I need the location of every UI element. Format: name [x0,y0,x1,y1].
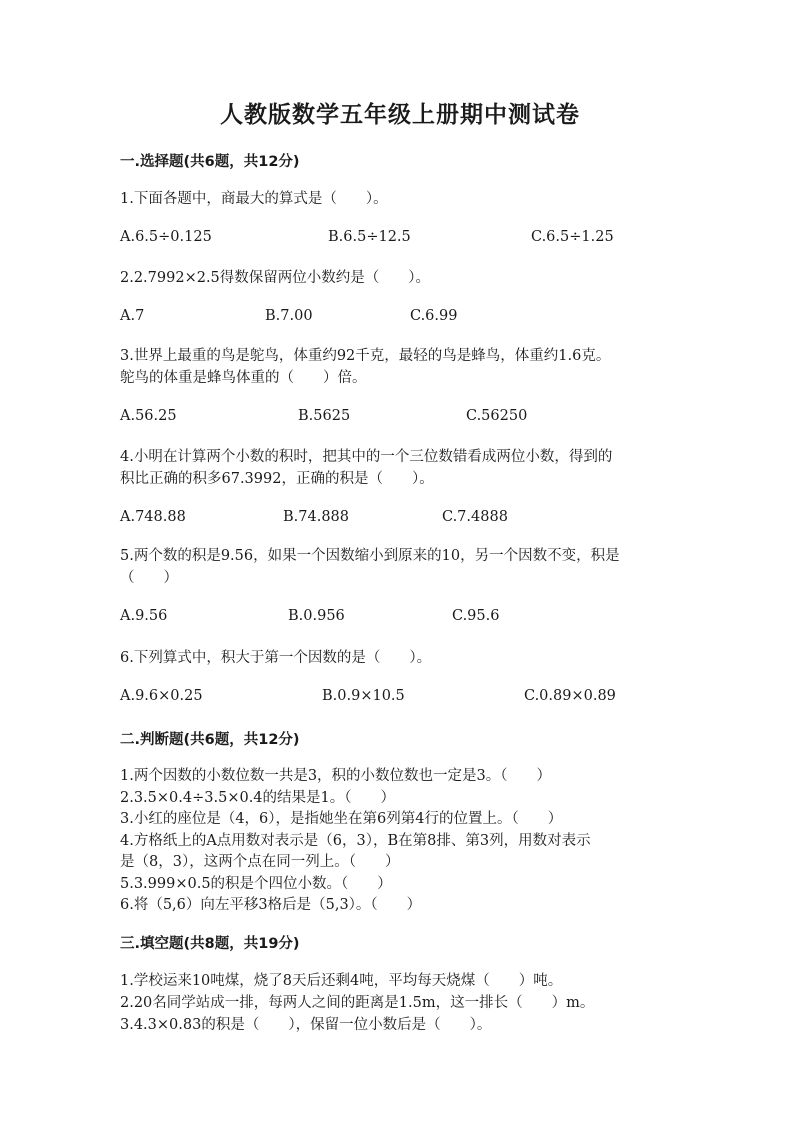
question-2-stem [120,267,700,289]
question-2-option-c: C.6.99 [410,308,458,324]
page-title: 人教版数学五年级上册期中测试卷 [220,101,580,128]
question-5-option-c: C.95.6 [452,608,500,624]
question-1-stem [120,188,700,210]
question-6-option-b: B.0.9×10.5 [322,688,405,704]
question-6-option-c: C.0.89×0.89 [524,688,616,704]
question-3-stem-line: 鸵鸟的体重是蜂鸟体重的（ ）倍。 [120,370,367,386]
question-5-stem [120,545,700,589]
question-5-option-b: B.0.956 [288,608,345,624]
question-2-option-b: B.7.00 [265,308,313,324]
question-5-stem-line: 5.两个数的积是9.56，如果一个因数缩小到原来的10，另一个因数不变，积是 [120,548,620,564]
question-3-stem [120,345,700,389]
judge-line: 4.方格纸上的A点用数对表示是（6，3），B在第8排、第3列，用数对表示 [120,833,591,849]
question-1-option-c: C.6.5÷1.25 [531,229,614,245]
question-1-option-a: A.6.5÷0.125 [120,229,212,245]
question-3-option-b: B.5625 [298,408,351,424]
question-2-option-a: A.7 [120,308,145,324]
question-3-stem-line: 3.世界上最重的鸟是鸵鸟，体重约92千克，最轻的鸟是蜂鸟，体重约1.6克。 [120,348,611,364]
question-5-option-a: A.9.56 [120,608,168,624]
question-5-stem-line: （ ） [120,570,178,586]
question-4-option-a: A.748.88 [120,509,186,525]
judge-line: 2.3.5×0.4÷3.5×0.4的结果是1。（ ） [120,790,395,806]
question-1-option-b: B.6.5÷12.5 [328,229,411,245]
question-4-option-c: C.7.4888 [442,509,508,525]
section-heading-fill: 三.填空题(共8题，共19分) [120,936,300,952]
fill-line: 3.4.3×0.83的积是（ ），保留一位小数后是（ ）。 [120,1017,492,1033]
section-heading-judge: 二.判断题(共6题，共12分) [120,732,300,748]
question-6-option-a: A.9.6×0.25 [120,688,203,704]
question-3-option-a: A.56.25 [120,408,177,424]
judge-line: 1.两个因数的小数位数一共是3，积的小数位数也一定是3。（ ） [120,768,552,784]
question-4-stem-line: 4.小明在计算两个小数的积时，把其中的一个三位数错看成两位小数，得到的 [120,449,613,465]
fill-line: 1.学校运来10吨煤，烧了8天后还剩4吨，平均每天烧煤（ ）吨。 [120,973,563,989]
question-4-stem [120,446,700,490]
question-4-stem-line: 积比正确的积多67.3992，正确的积是（ ）。 [120,471,434,487]
judge-line: 是（8，3），这两个点在同一列上。（ ） [120,854,400,870]
fill-line: 2.20名同学站成一排，每两人之间的距离是1.5m，这一排长（ ）m。 [120,995,595,1011]
judge-line: 3.小红的座位是（4，6），是指她坐在第6列第4行的位置上。（ ） [120,811,563,827]
question-6-stem-line: 6.下列算式中，积大于第一个因数的是（ ）。 [120,650,432,666]
question-3-option-c: C.56250 [466,408,528,424]
judge-line: 5.3.999×0.5的积是个四位小数。（ ） [120,876,392,892]
question-1-stem-line: 1.下面各题中，商最大的算式是（ ）。 [120,191,388,207]
judge-line: 6.将（5,6）向左平移3格后是（5,3）。（ ） [120,897,422,913]
question-4-option-b: B.74.888 [283,509,350,525]
question-6-stem [120,647,700,669]
question-2-stem-line: 2.2.7992×2.5得数保留两位小数约是（ ）。 [120,270,431,286]
section-heading-choice: 一.选择题(共6题，共12分) [120,154,300,170]
